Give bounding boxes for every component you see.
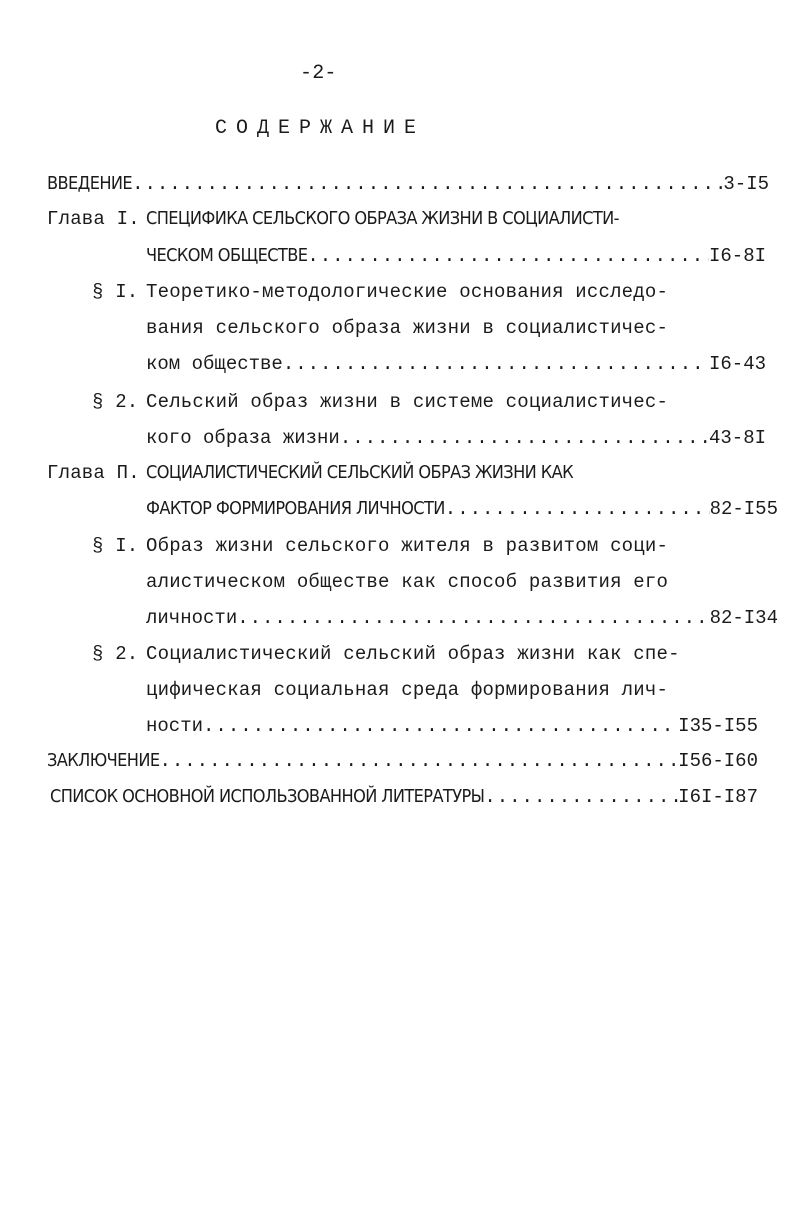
toc-entry-title: ВВЕДЕНИЕ bbox=[47, 173, 133, 194]
page-title: СОДЕРЖАНИЕ bbox=[214, 117, 426, 140]
section-1-2-pages: 43-8I bbox=[708, 427, 766, 449]
toc-entry-pages: I6I-I87 bbox=[678, 786, 758, 808]
section-2-1-label: § I. bbox=[92, 535, 139, 557]
toc-entry-conclusion bbox=[47, 749, 758, 773]
section-1-2-label: § 2. bbox=[92, 391, 139, 413]
section-2-1-line1: Образ жизни сельского жителя в развитом соци- bbox=[146, 535, 669, 557]
page-number: -2- bbox=[300, 62, 337, 85]
section-2-2-pages: I35-I55 bbox=[678, 715, 758, 737]
chapter-2-label: Глава П. bbox=[47, 462, 140, 484]
chapter-1-title-line2: ЧЕСКОМ ОБЩЕСТВЕ bbox=[146, 245, 308, 266]
chapter-1-pages: I6-8I bbox=[708, 245, 766, 267]
toc-entry-title: СПИСОК ОСНОВНОЙ ИСПОЛЬЗОВАННОЙ ЛИТЕРАТУРЫ bbox=[50, 786, 485, 807]
section-2-2-label: § 2. bbox=[92, 643, 139, 665]
section-1-1-line3: ком обществе bbox=[146, 353, 283, 375]
dot-leader bbox=[445, 497, 710, 521]
dot-leader bbox=[283, 352, 709, 376]
section-2-1-pages: 82-I34 bbox=[709, 607, 778, 629]
toc-entry-chapter-1 bbox=[146, 244, 766, 268]
dot-leader bbox=[307, 244, 709, 268]
chapter-2-pages: 82-I55 bbox=[709, 498, 778, 520]
dot-leader bbox=[203, 714, 678, 738]
chapter-2-title-line1: СОЦИАЛИСТИЧЕСКИЙ СЕЛЬСКИЙ ОБРАЗ ЖИЗНИ КАК bbox=[146, 462, 573, 483]
toc-entry-chapter-2 bbox=[146, 497, 778, 521]
dot-leader bbox=[132, 172, 723, 196]
toc-entry-section-2-2 bbox=[146, 714, 758, 738]
toc-entry-section-2-1 bbox=[146, 606, 778, 630]
section-2-2-line3: ности bbox=[146, 715, 204, 737]
section-1-1-line2: вания сельского образа жизни в социалистичес- bbox=[146, 317, 669, 339]
dot-leader bbox=[237, 606, 709, 630]
section-1-1-label: § I. bbox=[92, 281, 139, 303]
section-1-2-line1: Сельский образ жизни в системе социалистичес- bbox=[146, 391, 669, 413]
section-2-1-line2: алистическом обществе как способ развития его bbox=[146, 571, 669, 593]
toc-entry-title: ЗАКЛЮЧЕНИЕ bbox=[47, 750, 160, 771]
chapter-2-title-line2: ФАКТОР ФОРМИРОВАНИЯ ЛИЧНОСТИ bbox=[146, 498, 445, 519]
toc-entry-section-1-2 bbox=[146, 426, 766, 450]
section-2-2-line1: Социалистический сельский образ жизни как спе- bbox=[146, 643, 680, 665]
toc-entry-pages: I56-I60 bbox=[678, 750, 758, 772]
section-2-2-line2: цифическая социальная среда формирования лич- bbox=[146, 679, 669, 701]
chapter-1-label: Глава I. bbox=[47, 208, 140, 230]
toc-entry-intro bbox=[47, 172, 769, 196]
toc-entry-section-1-1 bbox=[146, 352, 766, 376]
section-1-1-line1: Теоретико-методологические основания исследо- bbox=[146, 281, 669, 303]
toc-entry-pages: 3-I5 bbox=[723, 173, 769, 195]
dot-leader bbox=[159, 749, 678, 773]
toc-entry-bibliography bbox=[50, 785, 758, 809]
section-1-2-line2: кого образа жизни bbox=[146, 427, 340, 449]
chapter-1-title-line1: СПЕЦИФИКА СЕЛЬСКОГО ОБРАЗА ЖИЗНИ В СОЦИАЛИСТИ- bbox=[146, 208, 619, 229]
section-1-1-pages: I6-43 bbox=[708, 353, 766, 375]
dot-leader bbox=[484, 785, 678, 809]
dot-leader bbox=[340, 426, 709, 450]
section-2-1-line3: личности bbox=[146, 607, 238, 629]
